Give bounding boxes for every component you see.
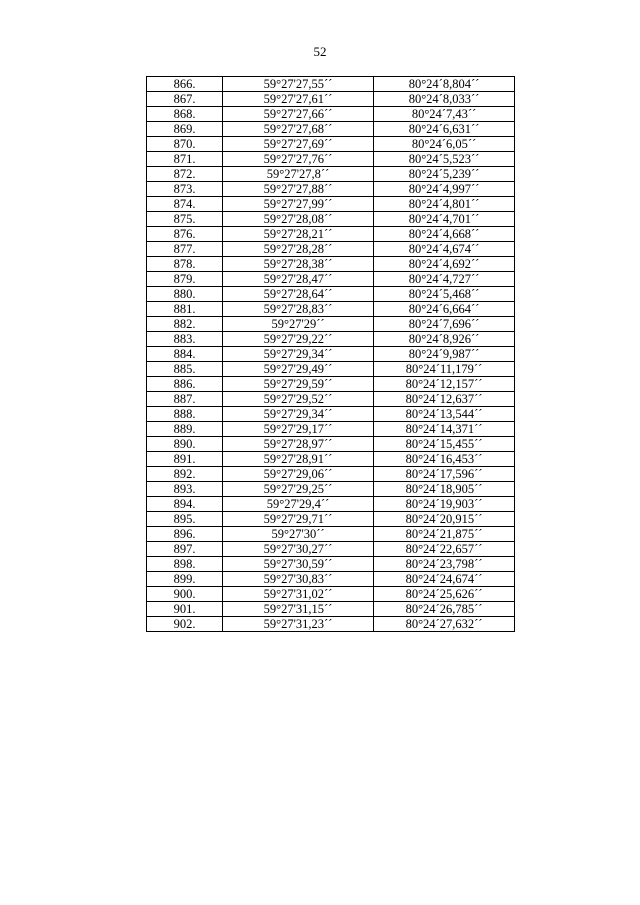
point-number-cell: 895. — [147, 512, 223, 527]
table-row — [147, 77, 515, 92]
table-row — [147, 497, 515, 512]
latitude-cell: 59°27'27,61´´ — [223, 92, 374, 107]
point-number-cell: 899. — [147, 572, 223, 587]
longitude-cell: 80°24´8,926´´ — [374, 332, 515, 347]
longitude-cell: 80°24´20,915´´ — [374, 512, 515, 527]
longitude-cell: 80°24´5,523´´ — [374, 152, 515, 167]
table-row — [147, 242, 515, 257]
point-number-cell: 891. — [147, 452, 223, 467]
longitude-cell: 80°24´7,696´´ — [374, 317, 515, 332]
table-row — [147, 467, 515, 482]
latitude-cell: 59°27'29,34´´ — [223, 407, 374, 422]
longitude-cell: 80°24´6,664´´ — [374, 302, 515, 317]
longitude-cell: 80°24´13,544´´ — [374, 407, 515, 422]
point-number-cell: 869. — [147, 122, 223, 137]
latitude-cell: 59°27'28,91´´ — [223, 452, 374, 467]
table-row — [147, 437, 515, 452]
latitude-cell: 59°27'28,47´´ — [223, 272, 374, 287]
point-number-cell: 887. — [147, 392, 223, 407]
longitude-cell: 80°24´4,668´´ — [374, 227, 515, 242]
table-row — [147, 392, 515, 407]
table-row — [147, 527, 515, 542]
latitude-cell: 59°27'30,27´´ — [223, 542, 374, 557]
latitude-cell: 59°27'27,68´´ — [223, 122, 374, 137]
point-number-cell: 892. — [147, 467, 223, 482]
latitude-cell: 59°27'28,64´´ — [223, 287, 374, 302]
longitude-cell: 80°24´15,455´´ — [374, 437, 515, 452]
table-row — [147, 557, 515, 572]
latitude-cell: 59°27'29,22´´ — [223, 332, 374, 347]
table-row — [147, 257, 515, 272]
longitude-cell: 80°24´27,632´´ — [374, 617, 515, 632]
point-number-cell: 866. — [147, 77, 223, 92]
latitude-cell: 59°27'29,52´´ — [223, 392, 374, 407]
point-number-cell: 878. — [147, 257, 223, 272]
point-number-cell: 889. — [147, 422, 223, 437]
point-number-cell: 893. — [147, 482, 223, 497]
point-number-cell: 884. — [147, 347, 223, 362]
longitude-cell: 80°24´24,674´´ — [374, 572, 515, 587]
latitude-cell: 59°27'28,83´´ — [223, 302, 374, 317]
latitude-cell: 59°27'27,99´´ — [223, 197, 374, 212]
table-row — [147, 572, 515, 587]
point-number-cell: 868. — [147, 107, 223, 122]
latitude-cell: 59°27'27,55´´ — [223, 77, 374, 92]
coordinates-table — [146, 76, 515, 632]
point-number-cell: 901. — [147, 602, 223, 617]
table-row — [147, 152, 515, 167]
point-number-cell: 872. — [147, 167, 223, 182]
point-number-cell: 876. — [147, 227, 223, 242]
latitude-cell: 59°27'28,28´´ — [223, 242, 374, 257]
latitude-cell: 59°27'31,15´´ — [223, 602, 374, 617]
table-row — [147, 617, 515, 632]
longitude-cell: 80°24´4,674´´ — [374, 242, 515, 257]
coordinates-table-body — [147, 77, 515, 632]
point-number-cell: 883. — [147, 332, 223, 347]
latitude-cell: 59°27'28,21´´ — [223, 227, 374, 242]
point-number-cell: 888. — [147, 407, 223, 422]
latitude-cell: 59°27'30,59´´ — [223, 557, 374, 572]
point-number-cell: 897. — [147, 542, 223, 557]
latitude-cell: 59°27'29,17´´ — [223, 422, 374, 437]
latitude-cell: 59°27'28,08´´ — [223, 212, 374, 227]
point-number-cell: 873. — [147, 182, 223, 197]
longitude-cell: 80°24´8,033´´ — [374, 92, 515, 107]
point-number-cell: 880. — [147, 287, 223, 302]
latitude-cell: 59°27'29,25´´ — [223, 482, 374, 497]
table-row — [147, 212, 515, 227]
latitude-cell: 59°27'29,4´´ — [223, 497, 374, 512]
latitude-cell: 59°27'27,66´´ — [223, 107, 374, 122]
longitude-cell: 80°24´4,997´´ — [374, 182, 515, 197]
longitude-cell: 80°24´18,905´´ — [374, 482, 515, 497]
longitude-cell: 80°24´23,798´´ — [374, 557, 515, 572]
longitude-cell: 80°24´6,05´´ — [374, 137, 515, 152]
latitude-cell: 59°27'27,88´´ — [223, 182, 374, 197]
latitude-cell: 59°27'29,49´´ — [223, 362, 374, 377]
latitude-cell: 59°27'28,38´´ — [223, 257, 374, 272]
longitude-cell: 80°24´4,727´´ — [374, 272, 515, 287]
latitude-cell: 59°27'29,59´´ — [223, 377, 374, 392]
table-row — [147, 512, 515, 527]
longitude-cell: 80°24´7,43´´ — [374, 107, 515, 122]
table-row — [147, 137, 515, 152]
longitude-cell: 80°24´11,179´´ — [374, 362, 515, 377]
longitude-cell: 80°24´25,626´´ — [374, 587, 515, 602]
table-row — [147, 587, 515, 602]
latitude-cell: 59°27'30,83´´ — [223, 572, 374, 587]
longitude-cell: 80°24´12,637´´ — [374, 392, 515, 407]
table-row — [147, 362, 515, 377]
longitude-cell: 80°24´12,157´´ — [374, 377, 515, 392]
longitude-cell: 80°24´16,453´´ — [374, 452, 515, 467]
table-row — [147, 332, 515, 347]
latitude-cell: 59°27'29,06´´ — [223, 467, 374, 482]
point-number-cell: 882. — [147, 317, 223, 332]
table-row — [147, 122, 515, 137]
longitude-cell: 80°24´4,692´´ — [374, 257, 515, 272]
table-row — [147, 422, 515, 437]
table-row — [147, 272, 515, 287]
point-number-cell: 894. — [147, 497, 223, 512]
point-number-cell: 874. — [147, 197, 223, 212]
table-row — [147, 452, 515, 467]
latitude-cell: 59°27'27,69´´ — [223, 137, 374, 152]
point-number-cell: 867. — [147, 92, 223, 107]
longitude-cell: 80°24´4,701´´ — [374, 212, 515, 227]
table-row — [147, 182, 515, 197]
latitude-cell: 59°27'30´´ — [223, 527, 374, 542]
point-number-cell: 875. — [147, 212, 223, 227]
longitude-cell: 80°24´6,631´´ — [374, 122, 515, 137]
table-row — [147, 377, 515, 392]
table-row — [147, 227, 515, 242]
latitude-cell: 59°27'31,23´´ — [223, 617, 374, 632]
latitude-cell: 59°27'28,97´´ — [223, 437, 374, 452]
point-number-cell: 896. — [147, 527, 223, 542]
longitude-cell: 80°24´19,903´´ — [374, 497, 515, 512]
latitude-cell: 59°27'29,71´´ — [223, 512, 374, 527]
longitude-cell: 80°24´21,875´´ — [374, 527, 515, 542]
point-number-cell: 871. — [147, 152, 223, 167]
table-row — [147, 317, 515, 332]
table-row — [147, 167, 515, 182]
point-number-cell: 902. — [147, 617, 223, 632]
point-number-cell: 885. — [147, 362, 223, 377]
longitude-cell: 80°24´8,804´´ — [374, 77, 515, 92]
page-number: 52 — [313, 44, 327, 59]
longitude-cell: 80°24´9,987´´ — [374, 347, 515, 362]
longitude-cell: 80°24´22,657´´ — [374, 542, 515, 557]
latitude-cell: 59°27'29,34´´ — [223, 347, 374, 362]
point-number-cell: 877. — [147, 242, 223, 257]
table-row — [147, 602, 515, 617]
point-number-cell: 881. — [147, 302, 223, 317]
table-row — [147, 107, 515, 122]
longitude-cell: 80°24´5,468´´ — [374, 287, 515, 302]
table-row — [147, 197, 515, 212]
latitude-cell: 59°27'31,02´´ — [223, 587, 374, 602]
table-row — [147, 407, 515, 422]
latitude-cell: 59°27'27,8´´ — [223, 167, 374, 182]
latitude-cell: 59°27'29´´ — [223, 317, 374, 332]
point-number-cell: 879. — [147, 272, 223, 287]
table-row — [147, 542, 515, 557]
table-row — [147, 302, 515, 317]
table-row — [147, 287, 515, 302]
point-number-cell: 870. — [147, 137, 223, 152]
point-number-cell: 900. — [147, 587, 223, 602]
longitude-cell: 80°24´17,596´´ — [374, 467, 515, 482]
table-row — [147, 92, 515, 107]
table-row — [147, 482, 515, 497]
longitude-cell: 80°24´26,785´´ — [374, 602, 515, 617]
longitude-cell: 80°24´5,239´´ — [374, 167, 515, 182]
table-row — [147, 347, 515, 362]
longitude-cell: 80°24´14,371´´ — [374, 422, 515, 437]
latitude-cell: 59°27'27,76´´ — [223, 152, 374, 167]
point-number-cell: 886. — [147, 377, 223, 392]
point-number-cell: 890. — [147, 437, 223, 452]
longitude-cell: 80°24´4,801´´ — [374, 197, 515, 212]
point-number-cell: 898. — [147, 557, 223, 572]
